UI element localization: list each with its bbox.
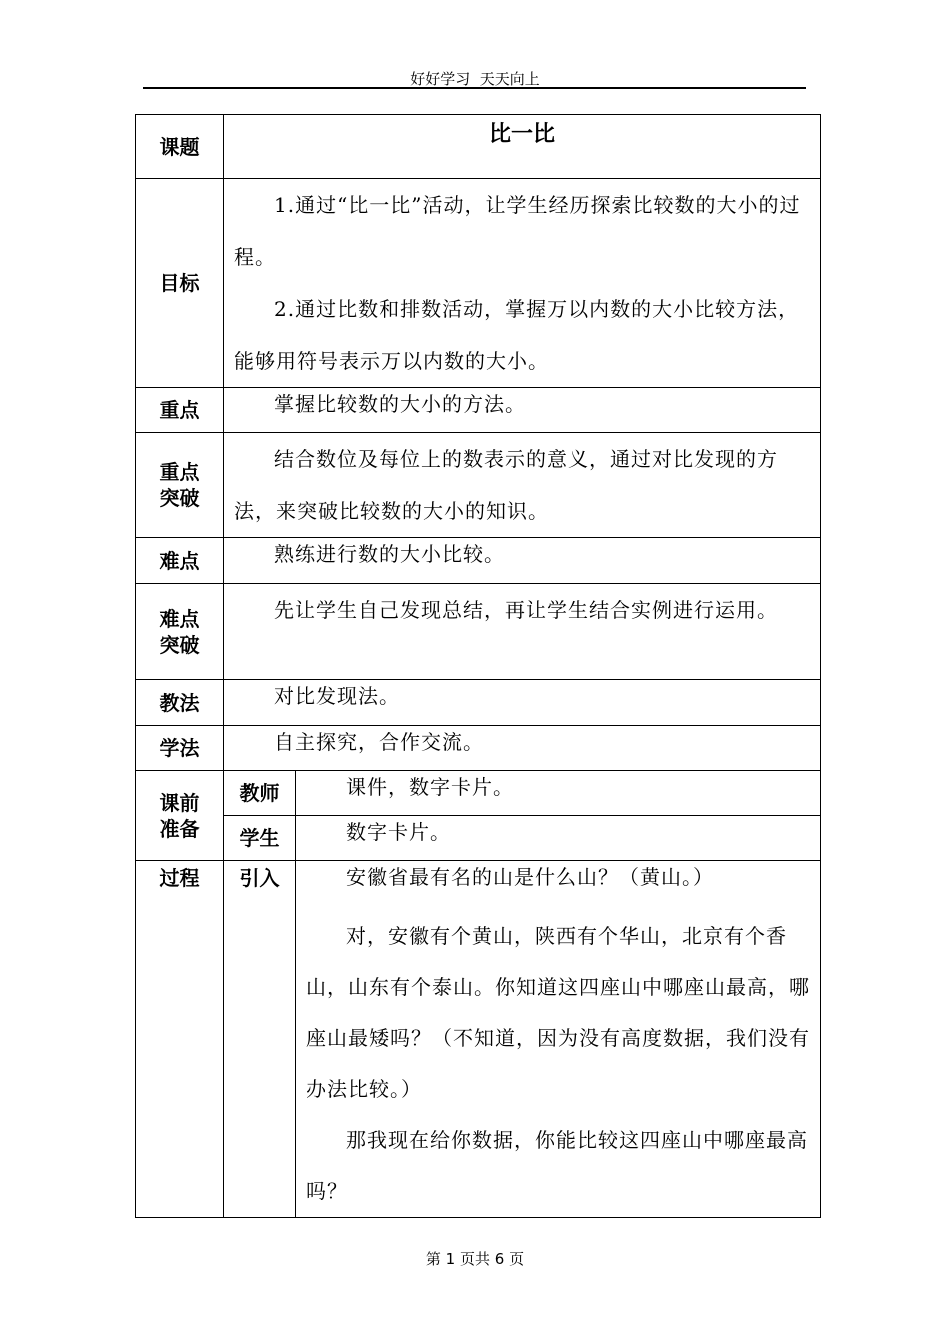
goal-item: 1.通过“比一比”活动，让学生经历探索比较数的大小的过程。 <box>234 193 801 269</box>
row-learning-method <box>136 726 821 771</box>
row-prep-teacher <box>136 771 821 816</box>
key-label: 重点 <box>136 388 224 433</box>
intro-label: 引入 <box>224 861 296 1218</box>
row-teaching-method <box>136 680 821 726</box>
difficulty-label: 难点 <box>136 538 224 584</box>
difficulty-break-label: 难点 突破 <box>136 584 224 680</box>
row-key <box>136 388 821 433</box>
goal-content <box>224 179 821 388</box>
key-break-label: 重点 突破 <box>136 433 224 538</box>
learning-method-text: 自主探究，合作交流。 <box>274 730 484 754</box>
header-divider <box>143 87 806 89</box>
row-key-break <box>136 433 821 538</box>
subject-label: 课题 <box>136 115 224 179</box>
difficulty-text: 熟练进行数的大小比较。 <box>274 542 505 566</box>
teaching-method-text: 对比发现法。 <box>274 684 400 708</box>
intro-paragraph: 那我现在给你数据，你能比较这四座山中哪座最高吗？ <box>306 1128 808 1203</box>
goal-item: 2.通过比数和排数活动，掌握万以内数的大小比较方法，能够用符号表示万以内数的大小。 <box>234 297 800 373</box>
intro-content <box>296 861 821 1218</box>
prep-teacher-text: 课件，数字卡片。 <box>346 775 514 799</box>
page-header: 好好学习 天天向上 <box>410 70 540 88</box>
goal-label: 目标 <box>136 179 224 388</box>
row-difficulty-break <box>136 584 821 680</box>
prep-teacher-label: 教师 <box>224 771 296 816</box>
key-break-text: 结合数位及每位上的数表示的意义，通过对比发现的方法，来突破比较数的大小的知识。 <box>234 447 778 523</box>
intro-paragraph: 对，安徽有个黄山，陕西有个华山，北京有个香山，山东有个泰山。你知道这四座山中哪座山最高，哪座山最矮吗？（不知道，因为没有高度数据，我们没有办法比较。） <box>306 924 810 1101</box>
difficulty-break-text: 先让学生自己发现总结，再让学生结合实例进行运用。 <box>274 598 778 622</box>
row-difficulty <box>136 538 821 584</box>
row-goals <box>136 179 821 388</box>
prep-student-text: 数字卡片。 <box>346 820 451 844</box>
row-subject <box>136 115 821 179</box>
teaching-method-label: 教法 <box>136 680 224 726</box>
prep-student-label: 学生 <box>224 816 296 861</box>
prep-label: 课前 准备 <box>136 771 224 861</box>
intro-paragraph: 安徽省最有名的山是什么山？（黄山。） <box>346 865 714 889</box>
row-prep-student <box>136 816 821 861</box>
process-label: 过程 <box>136 861 224 1218</box>
lesson-plan-table <box>135 114 821 1218</box>
lesson-title: 比一比 <box>224 115 821 179</box>
key-text: 掌握比较数的大小的方法。 <box>274 392 526 416</box>
learning-method-label: 学法 <box>136 726 224 771</box>
page-footer: 第 1 页共 6 页 <box>425 1250 525 1268</box>
row-process <box>136 861 821 1218</box>
